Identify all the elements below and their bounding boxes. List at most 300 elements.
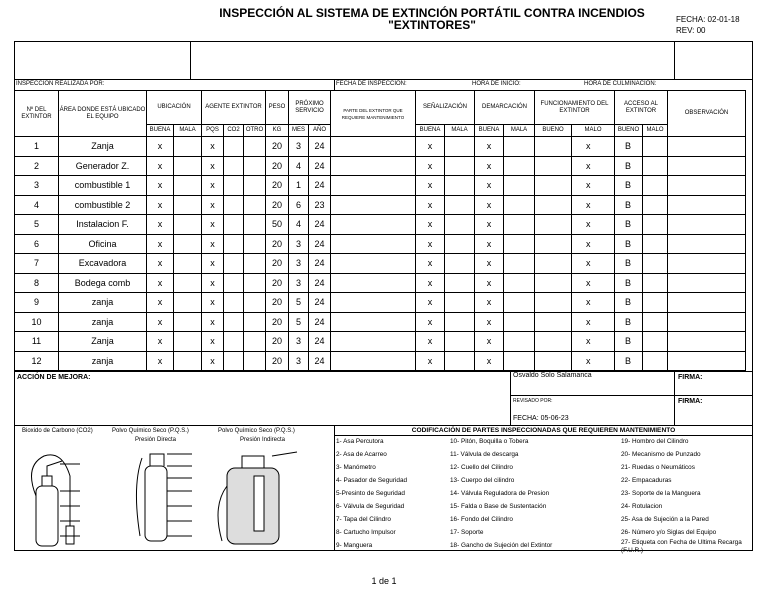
- cell-acc: B: [615, 156, 643, 176]
- code-item: 19- Hombro del Cilindro: [621, 438, 689, 445]
- cell-empty: [668, 351, 746, 371]
- code-item: 17- Soporte: [450, 529, 484, 536]
- cell-acc: B: [615, 332, 643, 352]
- cell-empty: [445, 293, 475, 313]
- cell-empty: [244, 312, 266, 332]
- cell-ano: 23: [309, 195, 331, 215]
- table-row: [15, 273, 746, 293]
- col-proximo-header: PRÓXIMO SERVICIO: [289, 91, 331, 125]
- cell-n: 5: [15, 215, 59, 235]
- cell-empty: [643, 156, 668, 176]
- cell-empty: [224, 351, 244, 371]
- cell-empty: [504, 332, 535, 352]
- cell-empty: [224, 156, 244, 176]
- cell-sen: x: [416, 351, 445, 371]
- cell-ano: 24: [309, 351, 331, 371]
- cell-sen: x: [416, 195, 445, 215]
- cell-sen: x: [416, 293, 445, 313]
- cell-empty: [643, 351, 668, 371]
- cell-empty: [643, 273, 668, 293]
- divider: [334, 425, 335, 551]
- col-partes-header: PARTE DEL EXTINTOR QUE REQUIERE MANTENIMIENTO: [331, 91, 416, 137]
- cell-sen: x: [416, 215, 445, 235]
- cell-empty: [244, 215, 266, 235]
- cell-mes: 3: [289, 254, 309, 274]
- cell-ano: 24: [309, 215, 331, 235]
- pqs-direct-label: Polvo Químico Seco (P.Q.S.): [112, 428, 189, 434]
- form-subtitle: "EXTINTORES": [388, 18, 476, 32]
- cell-empty: [224, 332, 244, 352]
- indirect-pressure-label: Presión Indirecta: [240, 437, 286, 443]
- extinguisher-table: [14, 90, 746, 371]
- table-row: [15, 195, 746, 215]
- inspector-label: INSPECCIÓN REALIZADA POR:: [16, 81, 105, 87]
- cell-empty: [224, 176, 244, 196]
- cell-dem: x: [475, 176, 504, 196]
- cell-kg: 20: [266, 273, 289, 293]
- code-item: 11- Válvula de descarga: [450, 451, 519, 458]
- col-senalizacion-header: SEÑALIZACIÓN: [416, 91, 475, 125]
- cell-empty: [535, 137, 572, 157]
- cell-ag: x: [202, 195, 224, 215]
- pqs-indirect-label: Polvo Químico Seco (P.Q.S.): [218, 428, 295, 434]
- cell-ag: x: [202, 137, 224, 157]
- cell-empty: [445, 254, 475, 274]
- cell-empty: [331, 195, 416, 215]
- cell-ano: 24: [309, 312, 331, 332]
- cell-ub: x: [147, 195, 174, 215]
- code-item: 27- Etiqueta con Fecha de Ultima Recarga (F.U.R.): [621, 539, 742, 554]
- cell-empty: [331, 176, 416, 196]
- cell-empty: [535, 293, 572, 313]
- cell-ub: x: [147, 332, 174, 352]
- cell-area: zanja: [59, 312, 147, 332]
- sub-header: KG: [266, 125, 289, 137]
- cell-empty: [331, 312, 416, 332]
- cell-mes: 4: [289, 156, 309, 176]
- cell-fun: x: [572, 312, 615, 332]
- sub-header: MALO: [572, 125, 615, 137]
- cell-empty: [504, 176, 535, 196]
- cell-empty: [643, 312, 668, 332]
- cell-dem: x: [475, 234, 504, 254]
- cell-empty: [445, 156, 475, 176]
- divider: [674, 41, 675, 79]
- sub-header: MALA: [174, 125, 202, 137]
- cell-ub: x: [147, 351, 174, 371]
- cell-ub: x: [147, 215, 174, 235]
- cell-dem: x: [475, 332, 504, 352]
- cell-empty: [224, 254, 244, 274]
- cell-fun: x: [572, 234, 615, 254]
- cell-empty: [668, 215, 746, 235]
- cell-sen: x: [416, 176, 445, 196]
- cell-empty: [445, 234, 475, 254]
- cell-kg: 20: [266, 254, 289, 274]
- cell-sen: x: [416, 234, 445, 254]
- cell-empty: [535, 332, 572, 352]
- cell-sen: x: [416, 254, 445, 274]
- cell-empty: [504, 234, 535, 254]
- cell-dem: x: [475, 254, 504, 274]
- cell-empty: [331, 156, 416, 176]
- cell-mes: 5: [289, 312, 309, 332]
- code-item: 20- Mecanismo de Punzado: [621, 451, 701, 458]
- cell-ano: 24: [309, 332, 331, 352]
- signature-label: FIRMA:: [678, 398, 703, 405]
- cell-empty: [643, 332, 668, 352]
- cell-empty: [224, 215, 244, 235]
- cell-n: 4: [15, 195, 59, 215]
- code-item: 6- Válvula de Seguridad: [336, 503, 405, 510]
- cell-area: Instalacion F.: [59, 215, 147, 235]
- cell-empty: [331, 137, 416, 157]
- col-ubicacion-header: UBICACIÓN: [147, 91, 202, 125]
- cell-dem: x: [475, 195, 504, 215]
- code-item: 13- Cuerpo del cilindro: [450, 477, 515, 484]
- code-item: 15- Falda o Base de Sustentación: [450, 503, 547, 510]
- cell-acc: B: [615, 176, 643, 196]
- cell-area: zanja: [59, 351, 147, 371]
- cell-area: combustible 1: [59, 176, 147, 196]
- cell-ano: 24: [309, 234, 331, 254]
- cell-ag: x: [202, 234, 224, 254]
- cell-ag: x: [202, 273, 224, 293]
- cell-empty: [535, 254, 572, 274]
- sub-header: MES: [289, 125, 309, 137]
- cell-empty: [244, 195, 266, 215]
- cell-area: Oficina: [59, 234, 147, 254]
- cell-empty: [535, 215, 572, 235]
- cell-mes: 6: [289, 195, 309, 215]
- cell-n: 6: [15, 234, 59, 254]
- cell-empty: [535, 351, 572, 371]
- cell-empty: [535, 176, 572, 196]
- cell-empty: [445, 137, 475, 157]
- cell-kg: 20: [266, 312, 289, 332]
- cell-mes: 3: [289, 234, 309, 254]
- cell-mes: 3: [289, 273, 309, 293]
- col-number-header: Nº DEL EXTINTOR: [15, 91, 59, 137]
- code-item: 2- Asa de Acarreo: [336, 451, 387, 458]
- doc-date: FECHA: 02-01-18: [676, 15, 740, 24]
- cell-n: 3: [15, 176, 59, 196]
- cell-empty: [504, 137, 535, 157]
- code-item: 23- Soporte de la Manguera: [621, 490, 701, 497]
- cell-sen: x: [416, 137, 445, 157]
- cell-empty: [331, 293, 416, 313]
- cell-empty: [668, 254, 746, 274]
- table-row: [15, 156, 746, 176]
- cell-ano: 24: [309, 273, 331, 293]
- divider: [14, 371, 753, 372]
- cell-empty: [643, 215, 668, 235]
- cell-empty: [174, 312, 202, 332]
- divider: [334, 79, 335, 90]
- cell-area: Excavadora: [59, 254, 147, 274]
- code-item: 21- Ruedas o Neumáticos: [621, 464, 695, 471]
- cell-fun: x: [572, 332, 615, 352]
- table-row: [15, 312, 746, 332]
- cell-acc: B: [615, 293, 643, 313]
- cell-empty: [643, 293, 668, 313]
- code-item: 10- Pitón, Boquilla o Tobera: [450, 438, 529, 445]
- divider: [674, 371, 675, 425]
- indirect-pressure-extinguisher-drawing: [218, 452, 297, 544]
- sub-header: BUENA: [416, 125, 445, 137]
- inspection-date-label: FECHA DE INSPECCIÓN:: [336, 81, 407, 87]
- cell-ag: x: [202, 351, 224, 371]
- cell-n: 11: [15, 332, 59, 352]
- cell-acc: B: [615, 351, 643, 371]
- code-item: 1- Asa Percutora: [336, 438, 384, 445]
- table-row: [15, 215, 746, 235]
- cell-acc: B: [615, 254, 643, 274]
- cell-empty: [224, 293, 244, 313]
- cell-sen: x: [416, 332, 445, 352]
- cell-empty: [445, 273, 475, 293]
- cell-empty: [244, 156, 266, 176]
- cell-empty: [504, 293, 535, 313]
- cell-kg: 20: [266, 332, 289, 352]
- cell-ano: 24: [309, 293, 331, 313]
- cell-empty: [331, 254, 416, 274]
- revision-date: FECHA: 05-06-23: [513, 415, 569, 422]
- cell-mes: 3: [289, 137, 309, 157]
- end-time-label: HORA DE CULMINACIÓN:: [584, 81, 657, 87]
- cell-sen: x: [416, 312, 445, 332]
- cell-ag: x: [202, 215, 224, 235]
- cell-kg: 20: [266, 195, 289, 215]
- cell-kg: 20: [266, 176, 289, 196]
- cell-kg: 20: [266, 156, 289, 176]
- col-peso-header: PESO: [266, 91, 289, 125]
- cell-dem: x: [475, 293, 504, 313]
- cell-empty: [504, 273, 535, 293]
- cell-ano: 24: [309, 176, 331, 196]
- code-item: 4- Pasador de Seguridad: [336, 477, 408, 484]
- cell-empty: [174, 273, 202, 293]
- code-item: 12- Cuello del Cilindro: [450, 464, 513, 471]
- cell-empty: [535, 156, 572, 176]
- cell-empty: [504, 312, 535, 332]
- cell-fun: x: [572, 195, 615, 215]
- cell-ub: x: [147, 312, 174, 332]
- cell-area: Zanja: [59, 137, 147, 157]
- cell-fun: x: [572, 254, 615, 274]
- cell-dem: x: [475, 156, 504, 176]
- sub-header: BUENA: [475, 125, 504, 137]
- sub-header: CO2: [224, 125, 244, 137]
- cell-empty: [504, 195, 535, 215]
- col-observacion-header: OBSERVACIÓN: [668, 91, 746, 137]
- cell-empty: [668, 312, 746, 332]
- extinguisher-diagrams: [22, 446, 332, 550]
- cell-empty: [445, 195, 475, 215]
- form-title: INSPECCIÓN AL SISTEMA DE EXTINCIÓN PORTÁTIL CONTRA INCENDIOS: [219, 6, 645, 20]
- cell-empty: [174, 215, 202, 235]
- doc-revision: REV: 00: [676, 26, 706, 35]
- table-row: [15, 332, 746, 352]
- page-number: 1 de 1: [371, 576, 397, 586]
- table-row: [15, 293, 746, 313]
- table-row: [15, 351, 746, 371]
- code-item: 25- Asa de Sujeción a la Pared: [621, 516, 709, 523]
- divider: [510, 395, 753, 396]
- cell-empty: [174, 234, 202, 254]
- cell-kg: 20: [266, 293, 289, 313]
- cell-ano: 24: [309, 156, 331, 176]
- cell-empty: [224, 273, 244, 293]
- code-item: 16- Fondo del Cilindro: [450, 516, 513, 523]
- cell-empty: [224, 234, 244, 254]
- cell-empty: [445, 351, 475, 371]
- cell-empty: [668, 293, 746, 313]
- cell-empty: [174, 254, 202, 274]
- divider: [510, 371, 511, 425]
- table-row: [15, 234, 746, 254]
- cell-ano: 24: [309, 137, 331, 157]
- cell-empty: [445, 332, 475, 352]
- cell-empty: [643, 137, 668, 157]
- divider: [190, 41, 191, 79]
- cell-mes: 4: [289, 215, 309, 235]
- code-item: 26- Número y/o Siglas del Equipo: [621, 529, 717, 536]
- col-funcionamiento-header: FUNCIONAMIENTO DEL EXTINTOR: [535, 91, 615, 125]
- cell-fun: x: [572, 176, 615, 196]
- cell-area: zanja: [59, 293, 147, 313]
- cell-empty: [174, 156, 202, 176]
- cell-mes: 1: [289, 176, 309, 196]
- code-item: 22- Empacaduras: [621, 477, 672, 484]
- cell-empty: [174, 137, 202, 157]
- cell-empty: [445, 312, 475, 332]
- divider: [14, 79, 753, 80]
- code-item: 14- Válvula Reguladora de Presion: [450, 490, 550, 497]
- code-item: 24- Rotulacion: [621, 503, 663, 510]
- start-time-label: HORA DE INICIO:: [472, 81, 521, 87]
- cell-empty: [224, 312, 244, 332]
- col-area-header: ÁREA DONDE ESTÁ UBICADO EL EQUIPO: [59, 91, 147, 137]
- cell-area: Bodega comb: [59, 273, 147, 293]
- cell-empty: [643, 195, 668, 215]
- cell-acc: B: [615, 312, 643, 332]
- codes-column-2: [450, 435, 552, 552]
- cell-n: 8: [15, 273, 59, 293]
- cell-dem: x: [475, 137, 504, 157]
- divider: [14, 425, 753, 426]
- code-item: 18- Gancho de Sujeción del Extintor: [450, 542, 553, 549]
- cell-empty: [445, 176, 475, 196]
- cell-area: combustible 2: [59, 195, 147, 215]
- cell-empty: [504, 351, 535, 371]
- cell-ag: x: [202, 312, 224, 332]
- cell-ub: x: [147, 176, 174, 196]
- cell-empty: [331, 351, 416, 371]
- cell-empty: [224, 137, 244, 157]
- cell-empty: [668, 273, 746, 293]
- cell-kg: 20: [266, 351, 289, 371]
- revisado-label: REVISADO POR:: [513, 398, 553, 404]
- cell-dem: x: [475, 215, 504, 235]
- cell-mes: 5: [289, 293, 309, 313]
- cell-empty: [504, 215, 535, 235]
- table-row: [15, 137, 746, 157]
- sub-header: MALA: [504, 125, 535, 137]
- cell-fun: x: [572, 156, 615, 176]
- cell-fun: x: [572, 215, 615, 235]
- cell-n: 9: [15, 293, 59, 313]
- code-item: 9- Manguera: [336, 542, 373, 549]
- cell-ag: x: [202, 176, 224, 196]
- cell-area: Zanja: [59, 332, 147, 352]
- direct-pressure-extinguisher-drawing: [136, 454, 192, 541]
- sub-header: BUENO: [615, 125, 643, 137]
- cell-ub: x: [147, 137, 174, 157]
- cell-fun: x: [572, 137, 615, 157]
- cell-empty: [331, 332, 416, 352]
- sub-header: AÑO: [309, 125, 331, 137]
- cell-empty: [331, 215, 416, 235]
- co2-extinguisher-drawing: [32, 455, 81, 546]
- cell-ub: x: [147, 293, 174, 313]
- sub-header: BUENA: [147, 125, 174, 137]
- cell-empty: [668, 234, 746, 254]
- cell-empty: [244, 176, 266, 196]
- cell-empty: [174, 293, 202, 313]
- cell-empty: [668, 137, 746, 157]
- cell-acc: B: [615, 137, 643, 157]
- cell-acc: B: [615, 195, 643, 215]
- cell-ag: x: [202, 293, 224, 313]
- cell-empty: [224, 195, 244, 215]
- sub-header: PQS: [202, 125, 224, 137]
- cell-empty: [668, 195, 746, 215]
- cell-ub: x: [147, 156, 174, 176]
- cell-ag: x: [202, 332, 224, 352]
- cell-empty: [668, 332, 746, 352]
- cell-ag: x: [202, 254, 224, 274]
- sub-header: BUENO: [535, 125, 572, 137]
- cell-dem: x: [475, 273, 504, 293]
- cell-empty: [643, 254, 668, 274]
- cell-empty: [331, 273, 416, 293]
- table-row: [15, 176, 746, 196]
- cell-fun: x: [572, 273, 615, 293]
- code-item: 8- Cartucho Impulsor: [336, 529, 396, 536]
- cell-mes: 3: [289, 332, 309, 352]
- cell-empty: [174, 195, 202, 215]
- sub-header: MALA: [445, 125, 475, 137]
- cell-kg: 50: [266, 215, 289, 235]
- cell-empty: [668, 176, 746, 196]
- codes-title: CODIFICACIÓN DE PARTES INSPECCIONADAS QUE REQUIEREN MANTENIMIENTO: [411, 427, 676, 434]
- cell-empty: [445, 215, 475, 235]
- col-agente-header: AGENTE EXTINTOR: [202, 91, 266, 125]
- codes-column-3: [621, 435, 751, 555]
- cell-acc: B: [615, 273, 643, 293]
- cell-n: 10: [15, 312, 59, 332]
- cell-empty: [244, 293, 266, 313]
- code-item: 5-Presinto de Seguridad: [336, 490, 405, 497]
- accion-mejora-label: ACCIÓN DE MEJORA:: [17, 374, 91, 381]
- cell-mes: 3: [289, 351, 309, 371]
- direct-pressure-label: Presión Directa: [135, 437, 177, 443]
- code-item: 3- Manómetro: [336, 464, 376, 471]
- cell-empty: [244, 332, 266, 352]
- sub-header: MALO: [643, 125, 668, 137]
- cell-area: Generador Z.: [59, 156, 147, 176]
